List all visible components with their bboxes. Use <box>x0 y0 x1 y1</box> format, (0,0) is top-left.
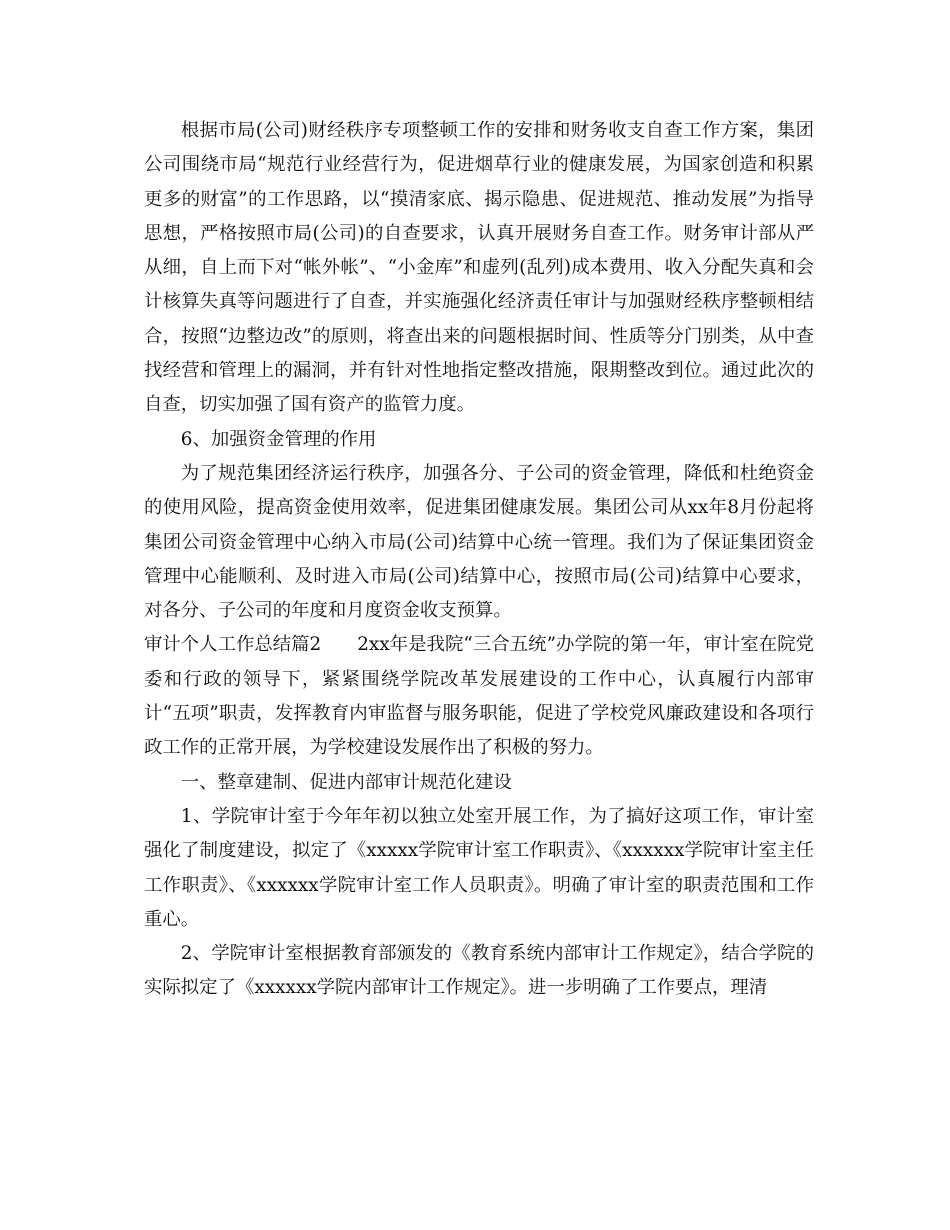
paragraph-fund-management: 为了规范集团经济运行秩序，加强各分、子公司的资金管理，降低和杜绝资金的使用风险，提高资金使用效率，促进集团健康发展。集团公司从xx年8月份起将集团公司资金管理中心纳入市局(公司)结算中心统一管理。我们为了保证集团资金管理中心能顺利、及时进入市局(公司)结算中心，按照市局(公司)结算中心要求，对各分、子公司的年度和月度资金收支预算。 <box>144 462 814 622</box>
paragraph-audit-office-duties: 1、学院审计室于今年年初以独立处室开展工作，为了搞好这项工作，审计室强化了制度建设，拟定了《xxxxx学院审计室工作职责》、《xxxxxx学院审计室主任工作职责》、《xxxxxx学院审计室工作人员职责》。明确了审计室的职责范围和工作重心。 <box>144 805 814 930</box>
section-heading-fund-management: 6、加强资金管理的作用 <box>180 428 377 450</box>
article-title: 审计个人工作总结篇2 <box>144 634 322 656</box>
paragraph-audit-summary-2-text: 2xx年是我院“三合五统”办学院的第一年，审计室在院党委和行政的领导下，紧紧围绕学院改革发展建设的工作中心，认真履行内部审计“五项”职责，发挥教育内审监督与服务职能，促进了学校党风廉政建设和各项行政工作的正常开展，为学校建设发展作出了积极的努力。 <box>144 634 814 759</box>
paragraph-audit-summary-2 <box>144 628 814 765</box>
document-page <box>144 114 814 1006</box>
paragraph-finance-self-inspection: 根据市局(公司)财经秩序专项整顿工作的安排和财务收支自查工作方案，集团公司围绕市局“规范行业经营行为，促进烟草行业的健康发展，为国家创造和积累更多的财富”的工作思路，以“摸清家底、揭示隐患、促进规范、推动发展”为指导思想，严格按照市局(公司)的自查要求，认真开展财务自查工作。财务审计部从严从细，自上而下对“帐外帐”、“小金库”和虚列(乱列)成本费用、收入分配失真和会计核算失真等问题进行了自查，并实施强化经济责任审计与加强财经秩序整顿相结合，按照“边整边改”的原则，将查出来的问题根据时间、性质等分门别类，从中查找经营和管理上的漏洞，并有针对性地指定整改措施，限期整改到位。通过此次的自查，切实加强了国有资产的监管力度。 <box>144 120 814 416</box>
section-heading-regulation-building: 一、整章建制、促进内部审计规范化建设 <box>180 771 512 793</box>
paragraph-audit-regulations: 2、学院审计室根据教育部颁发的《教育系统内部审计工作规定》，结合学院的实际拟定了《xxxxxx学院内部审计工作规定》。进一步明确了工作要点，理清 <box>144 943 814 999</box>
